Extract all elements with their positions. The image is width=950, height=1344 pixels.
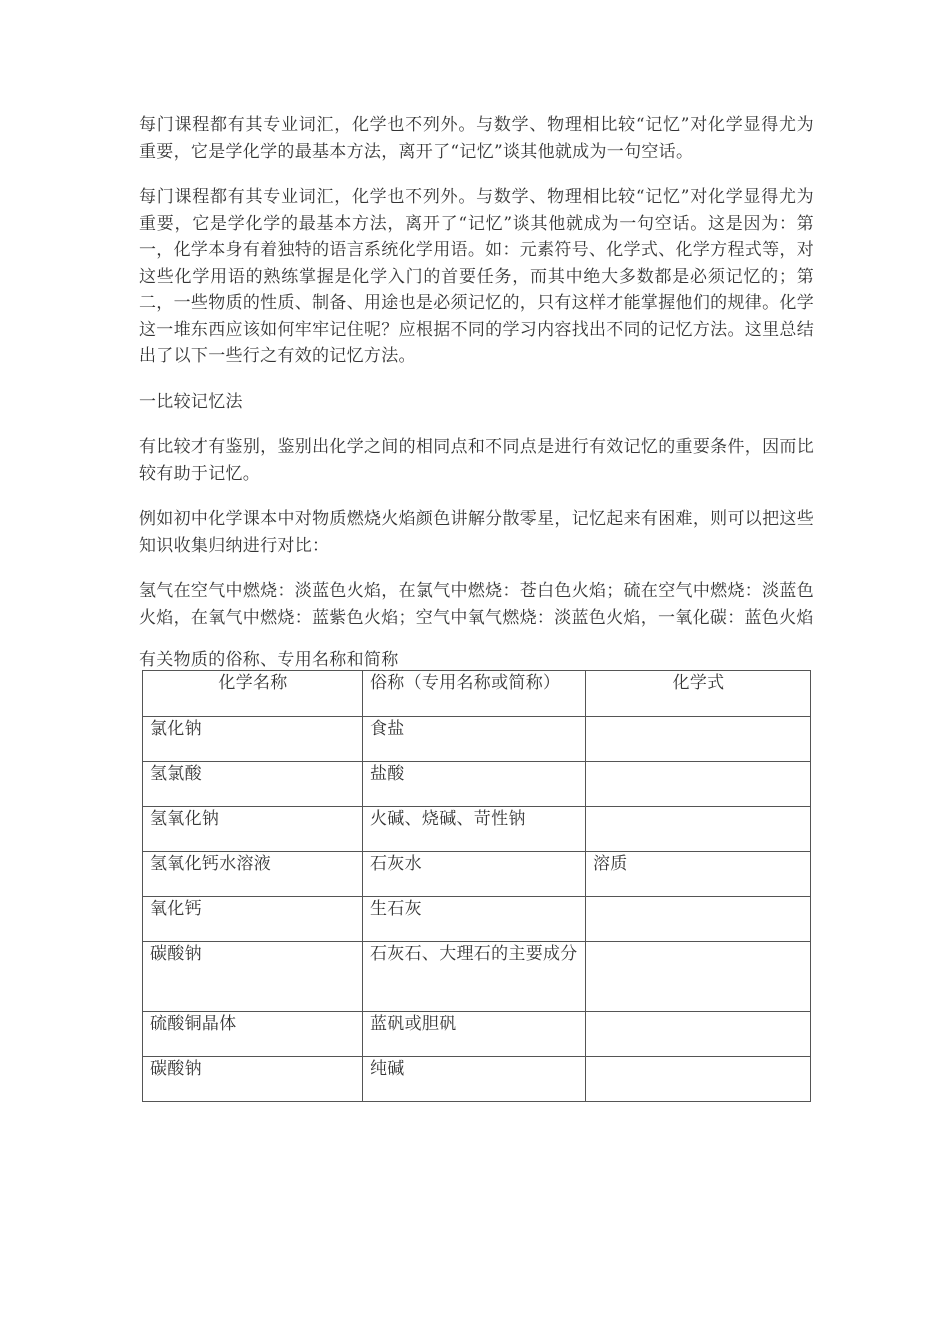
table-row: [143, 807, 811, 852]
cell-chemical-name: 碳酸钠: [143, 942, 363, 1012]
table-row: [143, 897, 811, 942]
table-header-row: [143, 671, 811, 717]
cell-formula: [586, 762, 811, 807]
cell-common-name: 蓝矾或胆矾: [363, 1012, 586, 1057]
header-formula: 化学式: [586, 671, 811, 717]
cell-chemical-name: 氧化钙: [143, 897, 363, 942]
cell-chemical-name: 氢氧化钠: [143, 807, 363, 852]
body-paragraph: 每门课程都有其专业词汇，化学也不列外。与数学、物理相比较“记忆”对化学显得尤为重要，它是学化学的最基本方法，离开了“记忆”谈其他就成为一句空话。这是因为：第一，化学本身有着独特的语言系统化学用语。如：元素符号、化学式、化学方程式等，对这些化学用语的熟练掌握是化学入门的首要任务，而其中绝大多数都是必须记忆的；第二，一些物质的性质、制备、用途也是必须记忆的，只有这样才能掌握他们的规律。化学这一堆东西应该如何牢牢记住呢？应根据不同的学习内容找出不同的记忆方法。这里总结出了以下一些行之有效的记忆方法。: [139, 187, 814, 366]
cell-common-name: 石灰石、大理石的主要成分: [363, 942, 586, 1012]
cell-common-name: 生石灰: [363, 897, 586, 942]
intro-paragraph: 每门课程都有其专业词汇，化学也不列外。与数学、物理相比较“记忆”对化学显得尤为重要，它是学化学的最基本方法，离开了“记忆”谈其他就成为一句空话。: [139, 115, 814, 162]
section-heading: 一比较记忆法: [139, 391, 243, 412]
section-paragraph: 有比较才有鉴别，鉴别出化学之间的相同点和不同点是进行有效记忆的重要条件，因而比较有助于记忆。: [139, 437, 814, 484]
cell-formula: [586, 1012, 811, 1057]
header-chemical-name: 化学名称: [143, 671, 363, 717]
cell-formula: [586, 1057, 811, 1102]
cell-chemical-name: 氢氧化钙水溶液: [143, 852, 363, 897]
cell-common-name: 纯碱: [363, 1057, 586, 1102]
document-page: [139, 112, 814, 1102]
table-caption: 有关物质的俗称、专用名称和简称: [139, 650, 399, 670]
flame-color-paragraph: 氢气在空气中燃烧：淡蓝色火焰，在氯气中燃烧：苍白色火焰；硫在空气中燃烧：淡蓝色火焰，在氧气中燃烧：蓝紫色火焰；空气中氧气燃烧：淡蓝色火焰，一氧化碳：蓝色火焰: [139, 581, 814, 628]
cell-chemical-name: 氯化钠: [143, 717, 363, 762]
cell-chemical-name: 碳酸钠: [143, 1057, 363, 1102]
names-table: [142, 670, 811, 1102]
cell-formula: 溶质: [586, 852, 811, 897]
table-row: [143, 1012, 811, 1057]
cell-common-name: 盐酸: [363, 762, 586, 807]
header-common-name: 俗称（专用名称或简称）: [363, 671, 586, 717]
cell-common-name: 火碱、烧碱、苛性钠: [363, 807, 586, 852]
cell-formula: [586, 942, 811, 1012]
table-row: [143, 762, 811, 807]
cell-formula: [586, 807, 811, 852]
table-row: [143, 942, 811, 1012]
cell-chemical-name: 氢氯酸: [143, 762, 363, 807]
cell-common-name: 食盐: [363, 717, 586, 762]
section-paragraph: 例如初中化学课本中对物质燃烧火焰颜色讲解分散零星，记忆起来有困难，则可以把这些知识收集归纳进行对比：: [139, 509, 814, 556]
table-row: [143, 717, 811, 762]
table-row: [143, 852, 811, 897]
cell-common-name: 石灰水: [363, 852, 586, 897]
cell-chemical-name: 硫酸铜晶体: [143, 1012, 363, 1057]
table-row: [143, 1057, 811, 1102]
cell-formula: [586, 897, 811, 942]
cell-formula: [586, 717, 811, 762]
